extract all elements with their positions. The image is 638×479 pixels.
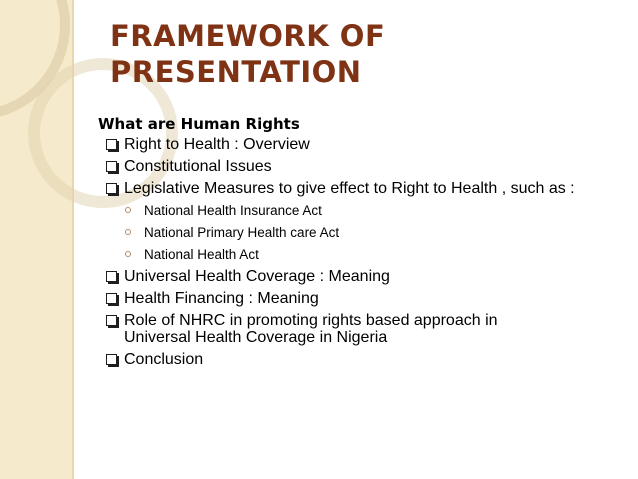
slide-title-line-2: PRESENTATION: [110, 55, 362, 89]
checkbox-square-bullet-icon: [106, 271, 117, 282]
bullet-item-text-line-2: Universal Health Coverage in Nigeria: [124, 329, 388, 346]
bullet-item-text: Universal Health Coverage : Meaning: [124, 268, 390, 285]
sub-item: [98, 202, 628, 219]
bullet-item-health-financing: [98, 290, 628, 307]
bullet-item-constitutional-issues: [98, 158, 628, 175]
hollow-circle-bullet-icon: [125, 251, 131, 257]
slide-title-line-1: FRAMEWORK OF: [110, 19, 386, 53]
bullet-item-text-line-1: Role of NHRC in promoting rights based approach in: [124, 312, 498, 329]
bullet-item-conclusion: [98, 351, 628, 368]
checkbox-square-bullet-icon: [106, 293, 117, 304]
slide-content: [98, 114, 628, 373]
hollow-circle-bullet-icon: [125, 207, 131, 213]
checkbox-square-bullet-icon: [106, 161, 117, 172]
bullet-item-text: Constitutional Issues: [124, 158, 272, 175]
bullet-item-legislative-measures: [98, 180, 628, 197]
bullet-item-role-of-nhrc: [98, 312, 628, 346]
sub-item: [98, 246, 628, 263]
bullet-item-universal-health-coverage: [98, 268, 628, 285]
sub-item-text: National Primary Health care Act: [144, 225, 340, 240]
checkbox-square-bullet-icon: [106, 183, 117, 194]
hollow-circle-bullet-icon: [125, 229, 131, 235]
checkbox-square-bullet-icon: [106, 315, 117, 326]
bullet-item-right-to-health: [98, 136, 628, 153]
sub-list-legislative-acts: [98, 202, 628, 263]
slide-title: [110, 18, 385, 90]
bullet-item-text: Conclusion: [124, 351, 204, 368]
section-heading: What are Human Rights: [98, 115, 300, 133]
sub-item: [98, 224, 628, 241]
sub-item-text: National Health Insurance Act: [144, 203, 322, 218]
checkbox-square-bullet-icon: [106, 139, 117, 150]
bullet-item-text: Right to Health : Overview: [124, 136, 310, 153]
bullet-item-text: Health Financing : Meaning: [124, 290, 319, 307]
checkbox-square-bullet-icon: [106, 354, 117, 365]
bullet-item-text: Legislative Measures to give effect to Right to Health , such as :: [124, 180, 575, 197]
sub-item-text: National Health Act: [144, 247, 259, 262]
